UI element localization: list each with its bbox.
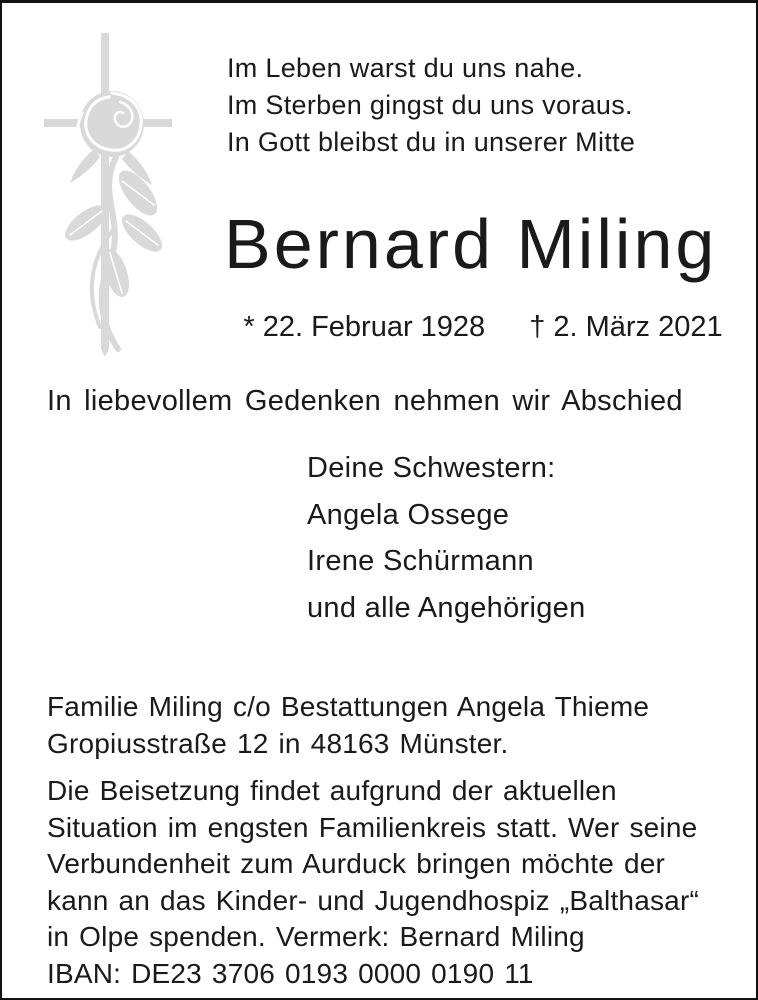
funeral-info-line: kann an das Kinder- und Jugendhospiz „Balthasar“	[47, 884, 699, 916]
funeral-info-line: Situation im engsten Familienkreis statt. Wer seine	[47, 811, 698, 843]
mourners-list	[307, 445, 586, 631]
verse-line: In Gott bleibst du in unserer Mitte	[227, 127, 636, 157]
verse-line: Im Sterben gingst du uns voraus.	[227, 90, 633, 120]
funeral-info-line: Verbundenheit zum Aurduck bringen möchte der	[47, 848, 666, 880]
contact-line: Gropiusstraße 12 in 48163 Münster.	[47, 728, 509, 759]
verse	[227, 50, 635, 161]
cross-rose-icon	[30, 25, 192, 357]
mourner-line: Angela Ossege	[307, 498, 510, 531]
funeral-info-line: in Olpe spenden. Vermerk: Bernard Miling	[47, 921, 585, 953]
mourner-line: Deine Schwestern:	[307, 452, 556, 484]
funeral-info-line: IBAN: DE23 3706 0193 0000 0190 11	[47, 957, 534, 989]
life-dates	[227, 311, 739, 344]
funeral-info-line: Die Beisetzung findet aufgrund der aktuellen	[47, 775, 617, 806]
mourner-line: Irene Schürmann	[307, 545, 534, 577]
memorial-line: In liebevollem Gedenken nehmen wir Abschied	[47, 385, 683, 417]
deceased-name: Bernard Miling	[224, 205, 718, 283]
mourner-line: und alle Angehörigen	[307, 591, 586, 624]
birth-date: * 22. Februar 1928	[243, 311, 486, 343]
funeral-info	[47, 773, 699, 993]
verse-line: Im Leben warst du uns nahe.	[227, 53, 584, 83]
death-date: † 2. März 2021	[529, 311, 723, 343]
contact-line: Familie Miling c/o Bestattungen Angela Thieme	[47, 691, 650, 722]
contact-address	[47, 688, 649, 762]
